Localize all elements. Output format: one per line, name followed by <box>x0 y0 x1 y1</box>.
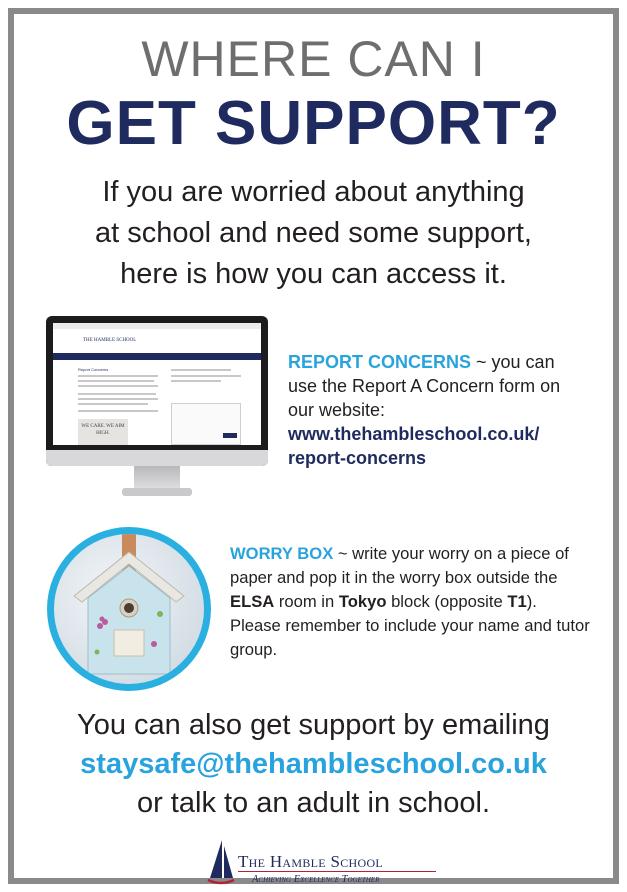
worry-text-1: ~ write your worry on a piece of paper and pop it in the worry box outside the <box>230 544 569 587</box>
website-monitor-image <box>46 316 268 498</box>
elsa-room: ELSA <box>230 592 275 611</box>
website-form <box>171 403 241 445</box>
report-concerns-text <box>288 350 588 470</box>
text-line <box>78 393 156 395</box>
heading-line-2: GET SUPPORT? <box>66 89 561 158</box>
report-concerns-url-1[interactable]: www.thehambleschool.co.uk/ <box>288 424 540 444</box>
report-concerns-label: REPORT CONCERNS <box>288 352 472 372</box>
text-line <box>78 380 154 382</box>
birdhouse-photo-inner <box>54 534 204 684</box>
school-logo <box>206 838 436 888</box>
monitor-bezel <box>46 316 268 466</box>
intro-line-2: at school and need some support, <box>95 217 532 249</box>
logo-divider <box>238 871 436 872</box>
report-concerns-url-2[interactable]: report-concerns <box>288 448 427 468</box>
browser-bar <box>53 323 261 329</box>
text-line <box>78 410 158 412</box>
closing-line-1: You can also get support by emailing <box>77 709 550 741</box>
monitor-foot <box>122 488 192 496</box>
text-line <box>78 375 158 377</box>
monitor-chin <box>46 450 268 466</box>
intro-line-3: here is how you can access it. <box>120 258 507 290</box>
text-line <box>171 375 241 377</box>
tokyo-block: Tokyo <box>338 592 387 611</box>
text-line <box>78 403 148 405</box>
text-line <box>78 398 158 400</box>
text-line <box>78 385 158 387</box>
text-line <box>171 369 231 371</box>
closing-line-3: or talk to an adult in school. <box>136 787 491 819</box>
website-submit-button <box>223 433 237 438</box>
worry-box-text <box>230 542 590 662</box>
monitor-stand <box>134 466 180 490</box>
website-logo: THE HAMBLE SCHOOL <box>83 338 137 343</box>
report-concerns-desc: ~ you can use the Report A Concern form on our website: <box>288 352 561 420</box>
birdhouse-photo <box>47 527 211 691</box>
closing-text <box>0 706 627 823</box>
birdhouse-icon <box>54 534 204 684</box>
support-email-link[interactable]: staysafe@thehambleschool.co.uk <box>80 748 547 780</box>
heading-line-1: WHERE CAN I <box>141 31 486 87</box>
worry-text-3: block (opposite <box>386 592 508 611</box>
intro-text <box>30 172 597 295</box>
logo-tagline: Achieving Excellence Together <box>252 874 380 885</box>
sailboat-icon <box>206 838 236 886</box>
text-line <box>171 380 221 382</box>
intro-line-1: If you are worried about anything <box>102 176 525 208</box>
website-banner: WE CARE. WE AIM HIGH. <box>78 419 128 445</box>
room-t1: T1 <box>507 592 527 611</box>
logo-school-name: The Hamble School <box>238 852 384 871</box>
website-nav-bar <box>53 353 261 360</box>
worry-text-4: ). Please remember to include your name and tutor group. <box>230 592 590 659</box>
monitor-screen <box>53 323 261 445</box>
website-page-title: Report Concerns <box>78 367 109 372</box>
worry-text-2: room in <box>274 592 339 611</box>
worry-box-label: WORRY BOX <box>230 544 334 563</box>
